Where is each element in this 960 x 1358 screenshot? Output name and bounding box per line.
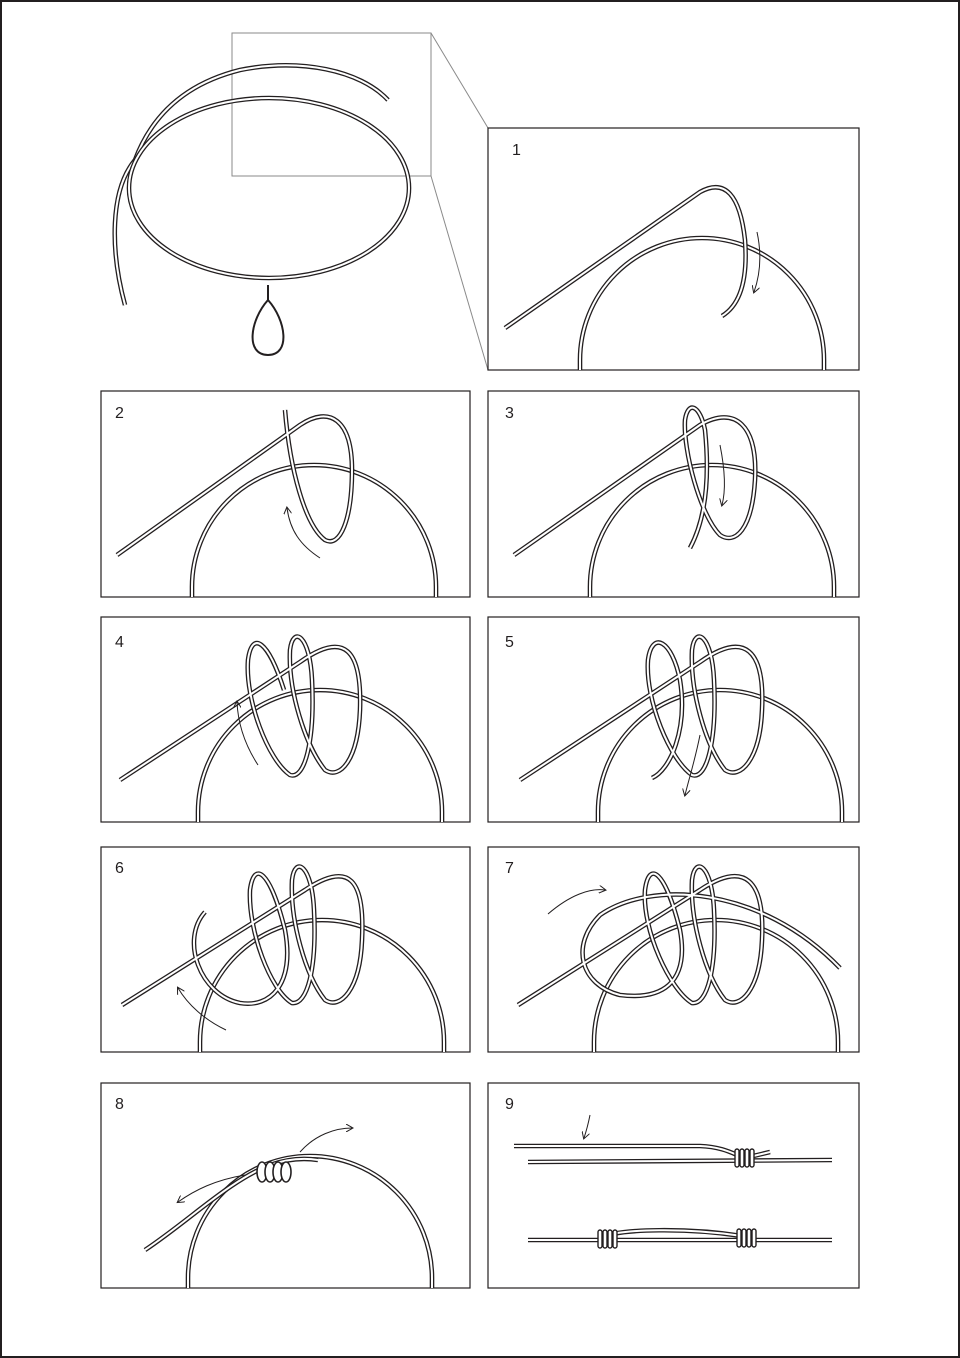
ring-cord	[528, 1160, 832, 1162]
step-8-panel	[101, 1083, 470, 1288]
step-4-panel	[101, 617, 470, 822]
step-3-panel	[488, 391, 859, 597]
step-number: 2	[115, 405, 124, 422]
knot-coil	[281, 1162, 291, 1182]
zoom-guide-line	[431, 33, 488, 128]
step-number: 8	[115, 1096, 124, 1113]
step-7-panel	[488, 847, 859, 1052]
step-1-panel	[488, 128, 859, 370]
knot-coil	[735, 1149, 739, 1167]
step-9-panel	[488, 1083, 859, 1288]
step-number: 7	[505, 860, 514, 877]
knot-coil	[745, 1149, 749, 1167]
step-number: 5	[505, 634, 514, 651]
step-number: 9	[505, 1096, 514, 1113]
necklace-cord	[115, 65, 409, 305]
knot-coil	[598, 1230, 602, 1248]
knot-coil	[750, 1149, 754, 1167]
knot-coil	[742, 1229, 746, 1247]
pendant-icon	[253, 285, 284, 355]
knot-coil	[740, 1149, 744, 1167]
step-number: 4	[115, 634, 124, 651]
knot-coil	[747, 1229, 751, 1247]
knot-coil	[737, 1229, 741, 1247]
knot-coil	[752, 1229, 756, 1247]
step-number: 1	[512, 142, 521, 159]
necklace-overview	[115, 33, 488, 370]
step-number: 3	[505, 405, 514, 422]
knot-coil	[603, 1230, 607, 1248]
knot-coil	[608, 1230, 612, 1248]
zoom-guide-line	[431, 176, 488, 370]
knot-coil	[613, 1230, 617, 1248]
step-number: 6	[115, 860, 124, 877]
step-5-panel	[488, 617, 859, 822]
